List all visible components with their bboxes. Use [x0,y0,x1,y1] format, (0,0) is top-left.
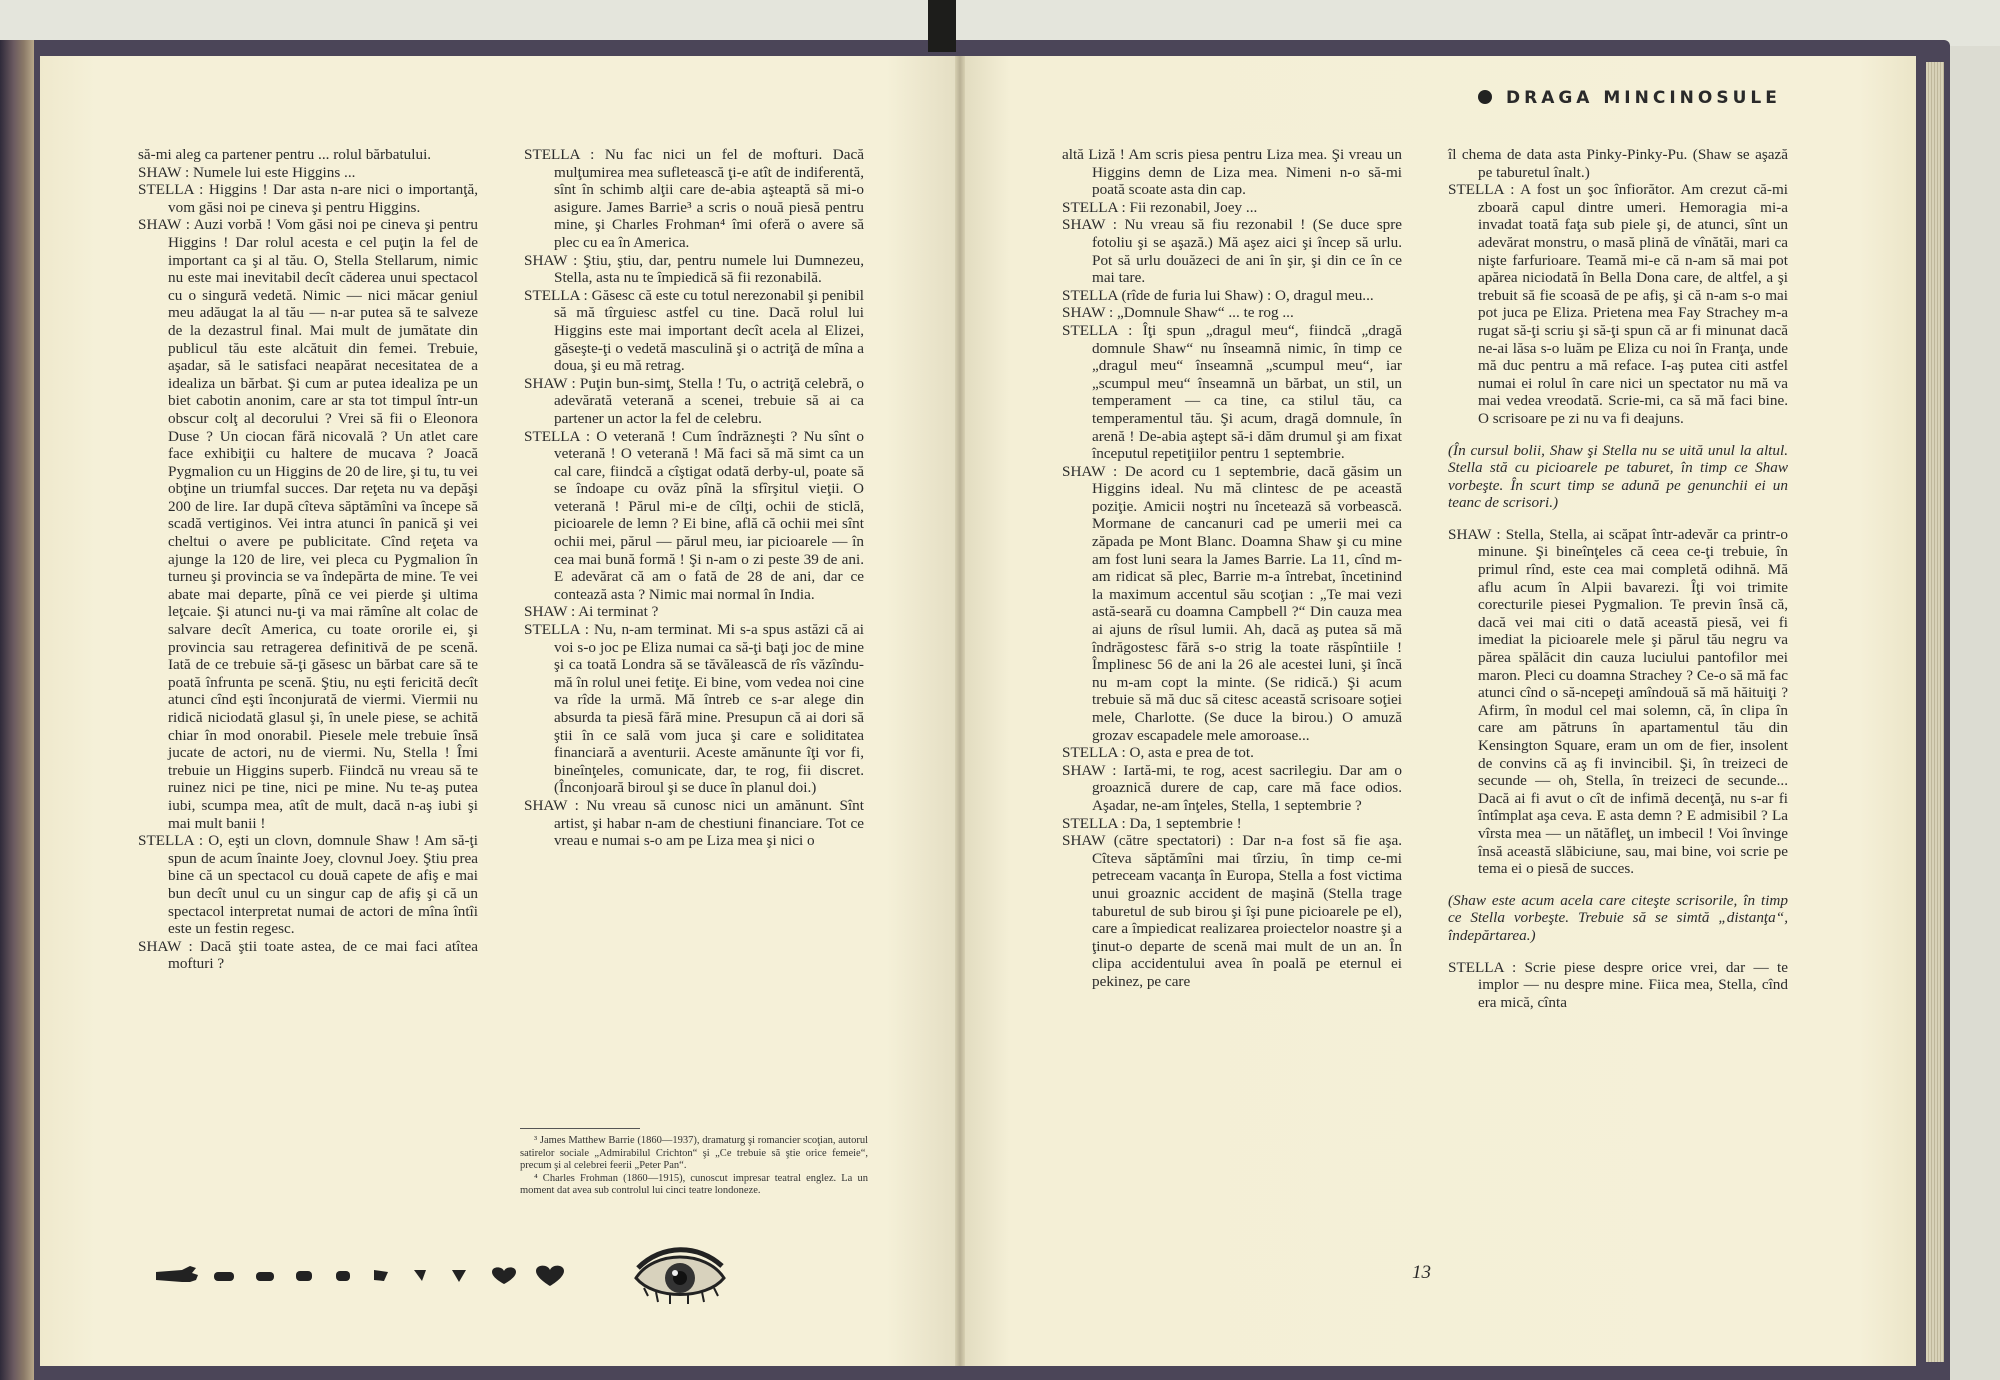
dialogue-line: STELLA : Fii rezonabil, Joey ... [1062,198,1258,216]
text-column-3 [1062,146,1402,991]
dialogue-line: STELLA : Higgins ! Dar asta n-are nici o importanţă, vom găsi noi pe cineva şi pentru Higgins. [138,181,478,216]
dialogue-line: STELLA (rîde de furia lui Shaw) : O, dragul meu... [1062,286,1374,304]
dialogue-line: STELLA : Scrie piese despre orice vrei, dar — te implor — nu despre mine. Fiica mea, Stella, cînd era mică, cînta [1448,958,1788,1011]
footnotes [520,1128,868,1198]
dialogue-line: SHAW : Nu vreau să cunosc nici un amănunt. Sînt artist, şi habar n-am de chestiuni financiare. Tot ce vreau e numai s-o am pe Liza mea şi nici o [524,796,864,850]
dialogue-line: SHAW : Iartă-mi, te rog, acest sacrilegiu. Dar am o groaznică durere de cap, care mă face odios. Aşadar, ne-am înţeles, Stella, 1 septembrie ? [1062,761,1402,814]
text-column-4 [1448,146,1788,1011]
stage-direction: (Shaw este acum acela care citeşte scrisorile, în timp ce Stella vorbeşte. Trebuie să se simtă „distanţa“, îndepărtarea.) [1448,891,1788,944]
dialogue-line: SHAW : Nu vreau să fiu rezonabil ! (Se duce spre fotoliu şi se aşază.) Mă aşez aici şi încep să urlu. Pot să urlu douăzeci de ani în şir, şi din ce în ce mai tare. [1062,216,1402,287]
bullet-icon [1478,90,1492,104]
stage-direction: (În cursul bolii, Shaw şi Stella nu se uită unul la altul. Stella stă cu picioarele pe taburet, în timp ce Shaw vorbeşte. În scurt timp se adună pe genunchii ei un teanc de scrisori.) [1448,441,1788,512]
bookmark-ribbon [928,0,956,52]
dialogue-line: STELLA : Nu fac nici un fel de mofturi. Dacă mulţumirea mea sufletească ţi-e atît de indiferentă, sînt în schimb alţii care de-abia aşteaptă să mi-o asigure. James Barrie³ a scris o nouă piesă pentru mine, şi Charles Frohman⁴ îmi oferă o avere să plec cu ea în America. [524,146,864,251]
dialogue-line: STELLA : Da, 1 septembrie ! [1062,814,1242,832]
dialogue-line: îl chema de data asta Pinky-Pinky-Pu. (Shaw se aşază pe taburetul înalt.) [1448,146,1788,181]
dialogue-line: SHAW : Numele lui este Higgins ... [138,163,356,181]
page-stack-edge [1926,62,1944,1362]
dialogue-line: STELLA : Nu, n-am terminat. Mi s-a spus astăzi că ai voi s-o joc pe Eliza numai ca să-ţi baţi joc de mine şi ca toată Londra să se tăvălească de rîs văzîndu-mă în rolul unei fetiţe. Ei bine, vom vedea noi cine va rîde la urmă. Mă întreb ce s-ar alege din absurda ta piesă fără mine. Presupun că ai dori să ştii în ce sală vom juca şi care e soliditatea financiară a aventurii. Aceste amănunte îţi vor fi, bineînţeles, comunicate, dar, te rog, fii discret. (Înconjoară biroul şi se duce în planul doi.) [524,621,864,797]
dialogue-line: STELLA : Găsesc că este cu totul nerezonabil şi penibil să mă tîrguiesc astfel cu tine. Dacă rolul lui Higgins este mai important decît acela al Elizei, găseşte-ţi o vedetă masculină şi o actriţă de mîna a doua, şi eu mă retrag. [524,286,864,375]
dialogue-line: SHAW : De acord cu 1 septembrie, dacă găsim un Higgins ideal. Nu mă clintesc de pe această poziţie. Amicii noştri nu încetează să vorbească. Mormane de cancanuri cad pe umerii mei ca zăpada pe Mont Blanc. Doamna Shaw şi cu mine am fost luni seara la James Barrie. La 11, cînd m-am ridicat să plec, Barrie m-a întrebat, încetinind la maximum accentul său scoţian : „Te mai vezi astă-seară cu doamna Campbell ?“ Din cauza mea ai ajuns de rîsul lumii. Ah, dacă aş putea să mă îndrăgostesc fără s-o strig la toate răspîntiile ! Împlinesc 56 de ani la 26 ale acestei luni, şi încă nu m-am copt la minte. (Se ridică.) Şi acum trebuie să mă duc să citesc această scrisoare soţiei mele, Charlotte. (Se duce la birou.) O amuză grozav escapadele mele amoroase... [1062,462,1402,744]
dialogue-line: STELLA : Îţi spun „dragul meu“, fiindcă „dragă domnule Shaw“ nu înseamnă nimic, în timp ce „dragul meu“ înseamnă „scumpul meu“, iar „scumpul meu“ înseamnă un bărbat, un stil, un temperament — ca tine, ca stilul tău, ca temperamentul tău. Şi acum, dragă domnule, în arenă ! De-abia aştept să-i dăm drumul şi am fixat începutul repetiţiilor pentru 1 septembrie. [1062,321,1402,463]
dialogue-line: altă Liză ! Am scris piesa pentru Liza mea. Şi vreau un Higgins demn de Liza mea. Nimeni n-o să-mi poată scoate asta din cap. [1062,146,1402,199]
dialogue-line: să-mi aleg ca partener pentru ... rolul bărbatului. [138,146,432,163]
page-number: 13 [1412,1262,1431,1283]
eye-icon [632,1244,728,1308]
pointing-hand-ornament [152,1262,592,1292]
running-head [1478,88,1781,108]
text-column-2 [524,146,864,850]
dialogue-line: SHAW (către spectatori) : Dar n-a fost să fie aşa. Cîteva săptămîni mai tîrziu, în timp ce-mi petreceam vacanţa în Europa, Stella a fost victima unui groaznic accident de maşină (Stella trage taburetul de sub birou şi îşi pune picioarele pe el), care a împiedicat realizarea proiectelor noastre şi a ţinut-o departe de scenă mai mult de un an. În clipa accidentului avea în poală pe eternul ei pekinez, pe care [1062,832,1402,990]
dialogue-line: STELLA : A fost un şoc înfiorător. Am crezut că-mi zboară capul dintre umeri. Hemoragia mi-a invadat toată faţa sub piele şi, de atunci, sînt un adevărat monstru, o masă plină de vînătăi, mari ca nişte farfurioare. Teamă mi-e că n-am să mai pot apărea niciodată în Bella Dona care, de altfel, a şi trebuit să fie scoasă de pe afiş, şi că n-am s-o mai pot juca pe Eliza. Prietena mea Fay Strachey m-a rugat să-ţi scriu şi să-ţi spun că ar fi minunat dacă ne-ai lăsa s-o luăm pe Eliza cu noi în Franţa, unde mă duc pentru a mă reface. I-aş putea citi astfel numai ei rolul în care nici un spectator nu mă va mai vedea vreodată. Scrie-mi, ca să mă faci bine. O scrisoare pe zi nu va fi deajuns. [1448,181,1788,427]
dialogue-line: STELLA : O, asta e prea de tot. [1062,744,1254,762]
running-head-text: DRAGA MINCINOSULE [1506,88,1781,108]
book-gutter [955,56,965,1366]
footnote: ³ James Matthew Barrie (1860—1937), dramaturg şi romancier scoţian, autorul satirelor sociale „Admirabilul Crichton“ şi „Ce trebuie să ştie orice femeie“, precum şi al celebrei feerii „Peter Pan“. [520,1135,868,1171]
dialogue-line: SHAW : Auzi vorbă ! Vom găsi noi pe cineva şi pentru Higgins ! Dar rolul acesta e cel puţin la fel de important ca şi al tău. O, Stella Stellarum, nimic nu este mai inevitabil decît căderea unui spectacol cu o singură vedetă. Nimic — nici măcar geniul meu adăugat la al tău — n-ar putea să te salveze de la dezastrul final. Mai mult de jumătate din publicul tău este alcătuit din femei. Trebuie, aşadar, să le satisfaci neapărat necesitatea de a idealiza un bărbat. Şi cum ar putea idealiza pe un biet cabotin anonim, care ar sta tot timpul într-un obscur colţ al decorului ? Vrei să fii o Eleonora Duse ? Un ciocan fără nicovală ? Un atlet care face exhibiţii cu haltere de mucava ? Joacă Pygmalion cu un Higgins de 20 de lire, şi tu, tu vei obţine un triumfal succes. Dar reţeta nu va depăşi 200 de lire. Iar după cîteva săptămîni va începe să scadă vertiginos. Vei intra atunci în panică şi vei cheltui o avere pe publicitate. Cînd reţeta va ajunge la 120 de lire, vei pleca cu Pygmalion în turneu şi provincia se va îndepărta de mine. Te vei abate mai departe, pînă ce vei pierde şi ultima leţcaie. Şi atunci nu-ţi va mai rămîne alt colac de salvare decît America, cu toate ororile ei, şi provincia sau retragerea definitivă de pe scenă. Iată de ce trebuie să-ţi găsesc un bărbat care să te poată înfrunta pe scenă. Ştiu, nu eşti fericită decît atunci cînd eşti înconjurată de viermi. Viermii nu ridică niciodată glasul şi, în unele piese, se achită chiar în mod onorabil. Piesele mele trebuie însă jucate de actori, nu de viermi. Nu, Stella ! Îmi trebuie un Higgins superb. Fiindcă nu vreau să te ruinez nici pe tine, nici pe mine. Nu te-aş putea iubi, scumpa mea, atît de mult, dacă n-aş iubi şi mai mult banii ! [138,216,478,832]
dialogue-line: SHAW : Dacă ştii toate astea, de ce mai faci atîtea mofturi ? [138,937,478,973]
footnote-rule [520,1128,640,1129]
book-spine-edge [0,40,34,1380]
dialogue-line: STELLA : O veterană ! Cum îndrăzneşti ? Nu sînt o veterană ! O veterană ! Mă faci să mă simt ca un cal care, fiindcă a cîştigat odată derby-ul, poate să se îndoape cu ovăz pînă la sfîrşitul vieţii. O veterană ! Părul mi-e de cîlţi, ochii de sticlă, picioarele de lemn ? Ei bine, află că ochii mei sînt ochii mei, părul — părul meu, iar picioarele — în cea mai bună formă ! Şi n-am o zi peste 39 de ani. E adevărat că am o fată de 28 de ani, dar ce contează asta ? Nimic mai normal în India. [524,427,864,603]
dialogue-line: SHAW : Stella, Stella, ai scăpat într-adevăr ca printr-o minune. Şi bineînţeles că ceea ce-ţi trebuie, în primul rînd, este cea mai completă odihnă. Mă aflu acum în Alpii bavarezi. Îţi voi trimite corecturile piesei Pygmalion. Te previn însă că, dacă vei mai citi o dată această piesă, vei fi imediat la picioarele mele şi părul tău negru va părea spălăcit din cauza luciului pantofilor mei maron. Pleci cu doamna Strachey ? Ce-o să mă fac atunci cînd o să-ncepeţi amîndouă să mă hăituiţi ? Afirm, în modul cel mai solemn, că, în clipa în care am pătruns în apartamentul tău din Kensington Square, eram un om de fier, insolent de convins că aş fi invincibil. Şi, în treizeci de secunde — oh, Stella, în treizeci de secunde... Dacă ai fi avut o cît de infimă decenţă, nu s-ar fi întîmplat aşa ceva. E asta demn ? E admisibil ? La vîrsta mea — un nătăfleţ, un imbecil ! Voi învinge însă această slăbiciune, sau, mai bine, voi scrie pe tema ei o piesă de succes. [1448,525,1788,878]
dialogue-line: SHAW : Puţin bun-simţ, Stella ! Tu, o actriţă celebră, o adevărată veterană a scenei, trebuie să ai ca partener un actor la fel de celebru. [524,374,864,427]
dialogue-line: SHAW : Ai terminat ? [524,603,659,621]
footnote: ⁴ Charles Frohman (1860—1915), cunoscut impresar teatral englez. La un moment dat avea sub controlul lui cinci teatre londoneze. [520,1172,868,1196]
text-column-1 [138,146,478,973]
dialogue-line: SHAW : „Domnule Shaw“ ... te rog ... [1062,304,1294,322]
dialogue-line: STELLA : O, eşti un clovn, domnule Shaw ! Am să-ţi spun de acum înainte Joey, clovnul Joey. Ştiu prea bine că un spectacol cu două capete de afiş e mai bun decît unul cu un singur cap de afiş şi că un spectacol interpretat numai de actori de mîna întîi este un festin regesc. [138,832,478,938]
dialogue-line: SHAW : Ştiu, ştiu, dar, pentru numele lui Dumnezeu, Stella, asta nu te împiedică să fii rezonabilă. [524,251,864,287]
